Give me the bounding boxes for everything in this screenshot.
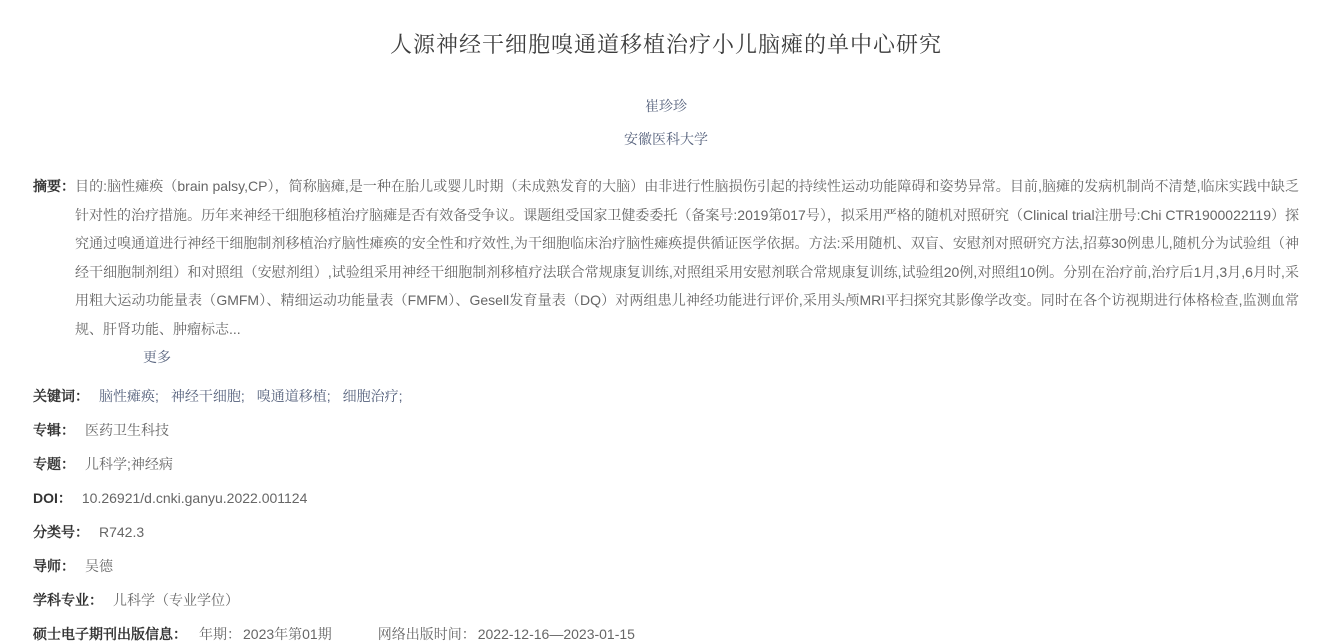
publication-row: [33, 624, 1299, 644]
publication-label: 硕士电子期刊出版信息：: [33, 625, 187, 642]
classification-value: R742.3: [99, 523, 145, 540]
supervisor-row: [33, 556, 1299, 576]
keyword-link[interactable]: 细胞治疗;: [342, 387, 403, 404]
album-row: [33, 420, 1299, 440]
more-link[interactable]: 更多: [143, 349, 171, 365]
author-link[interactable]: 崔珍珍: [645, 98, 687, 114]
institution-line: [33, 129, 1299, 149]
abstract-label: 摘要：: [33, 178, 75, 194]
supervisor-link[interactable]: 吴德: [85, 557, 113, 574]
topic-value: 儿科学;神经病: [85, 455, 173, 472]
major-value: 儿科学（专业学位）: [113, 591, 239, 608]
institution-link[interactable]: 安徽医科大学: [624, 131, 708, 147]
author-line: [33, 96, 1299, 116]
keyword-link[interactable]: 嗅通道移植;: [256, 387, 331, 404]
year-issue-label: 年期：: [199, 625, 241, 642]
topic-label: 专题：: [33, 455, 75, 472]
keyword-link[interactable]: 神经干细胞;: [170, 387, 245, 404]
abstract-section: [33, 172, 1299, 372]
major-label: 学科专业：: [33, 591, 103, 608]
keyword-link[interactable]: 脑性瘫痪;: [99, 387, 159, 404]
abstract-text-content: 目的:脑性瘫痪（brain palsy,CP），简称脑瘫,是一种在胎儿或婴儿时期（未成熟发育的大脑）由非进行性脑损伤引起的持续性运动功能障碍和姿势异常。目前,脑瘫的发病机制尚不清楚,临床实践中缺乏针对性的治疗措施。历年来神经干细胞移植治疗脑瘫是否有效备受争议。课题组受国家卫健委委托（备案号:2019第017号），拟采用严格的随机对照研究（Clinical trial注册号:Chi CTR1900022119）探究通过嗅通道进行神经干细胞制剂移植治疗脑性瘫痪的安全性和疗效性,为干细胞临床治疗脑性瘫痪提供循证医学依据。方法:采用随机、双盲、安慰剂对照研究方法,招募30例患儿,随机分为试验组（神经干细胞制剂组）和对照组（安慰剂组）,试验组采用神经干细胞制剂移植疗法联合常规康复训练,对照组采用安慰剂联合常规康复训练,试验组20例,对照组10例。分别在治疗前,治疗后1月,3月,6月时,采用粗大运动功能量表（GMFM）、精细运动功能量表（FMFM）、Gesell发育量表（DQ）对两组患儿神经功能进行评价,采用头颅MRI平扫探究其影像学改变。同时在各个访视期进行体格检查,监测血常规、肝肾功能、肿瘤标志...: [75, 178, 1299, 337]
abstract-text: [75, 172, 1299, 372]
year-issue-value: 2023年第01期: [243, 625, 332, 642]
topic-row: [33, 454, 1299, 474]
page-title: 人源神经干细胞嗅通道移植治疗小儿脑瘫的单中心研究: [389, 32, 942, 57]
album-value: 医药卫生科技: [85, 421, 169, 438]
classification-row: [33, 522, 1299, 542]
doi-value: 10.26921/d.cnki.ganyu.2022.001124: [81, 489, 308, 506]
doi-row: [33, 488, 1299, 508]
keywords-label: 关键词：: [33, 387, 89, 404]
online-date-label: 网络出版时间：: [377, 625, 476, 642]
major-row: [33, 590, 1299, 610]
more-line: [143, 343, 1299, 372]
keywords-row: [33, 386, 1299, 406]
online-date-value: 2022-12-16—2023-01-15: [477, 625, 635, 642]
doi-label: DOI：: [33, 489, 72, 506]
classification-label: 分类号：: [33, 523, 89, 540]
album-label: 专辑：: [33, 421, 75, 438]
supervisor-label: 导师：: [33, 557, 75, 574]
